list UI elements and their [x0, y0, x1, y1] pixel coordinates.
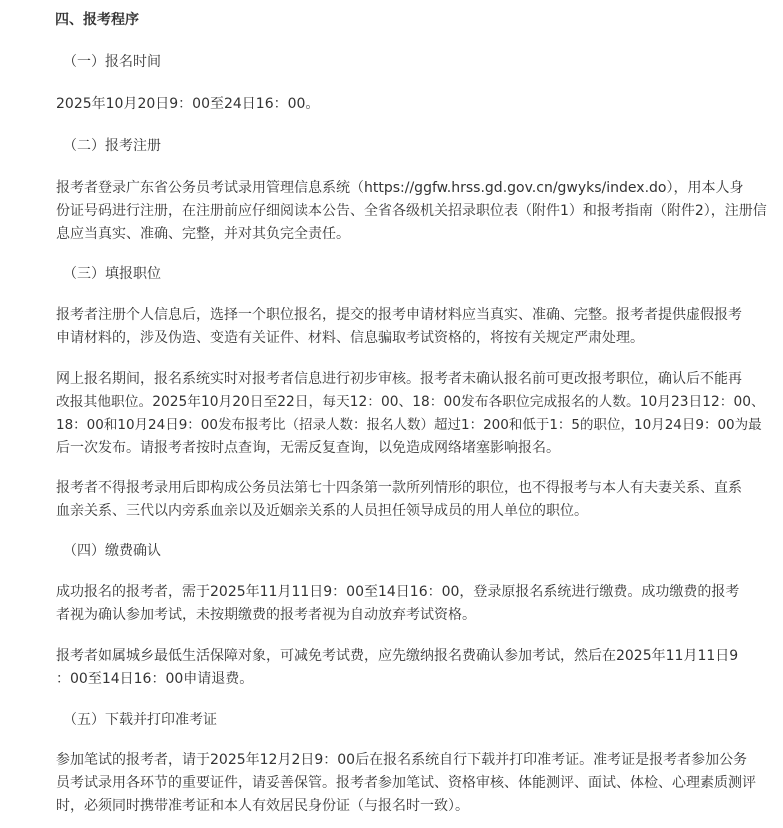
paragraph-line: 报考者注册个人信息后，选择一个职位报名，提交的报考申请材料应当真实、准确、完整。报考者提供虚假报考: [56, 307, 742, 323]
paragraph-line: 改报其他职位。2025年10月20日至22日，每天12：00、18：00发布各职位完成报名的人数。10月23日12：00、: [56, 394, 765, 410]
subsection-title-admission-ticket: （五）下载并打印准考证: [63, 712, 217, 728]
paragraph-line: ：00至14日16：00申请退费。: [56, 671, 254, 687]
subsection-title-position: （三）填报职位: [63, 266, 161, 282]
section-heading: 四、报考程序: [55, 12, 139, 28]
paragraph-line: 网上报名期间，报名系统实时对报考者信息进行初步审核。报考者未确认报名前可更改报考职位，确认后不能再: [56, 371, 742, 387]
paragraph-line: 血亲关系、三代以内旁系血亲以及近姻亲关系的人员担任领导成员的用人单位的职位。: [56, 503, 588, 519]
paragraph-line: 报考者如属城乡最低生活保障对象，可减免考试费，应先缴纳报名费确认参加考试，然后在2025年11月11日9: [56, 648, 739, 664]
paragraph-line: 份证号码进行注册，在注册前应仔细阅读本公告、全省各级机关招录职位表（附件1）和报考指南（附件2），注册信: [56, 203, 767, 219]
paragraph-line: 报考者不得报考录用后即构成公务员法第七十四条第一款所列情形的职位，也不得报考与本人有夫妻关系、直系: [56, 480, 742, 496]
paragraph-line: 时，必须同时携带准考证和本人有效居民身份证（与报名时一致）。: [56, 798, 469, 814]
paragraph-line: 申请材料的，涉及伪造、变造有关证件、材料、信息骗取考试资格的，将按有关规定严肃处理。: [56, 330, 644, 346]
paragraph-line: 后一次发布。请报考者按时点查询，无需反复查询，以免造成网络堵塞影响报名。: [56, 440, 560, 456]
paragraph-line: 18：00和10月24日9：00发布报考比（招录人数：报名人数）超过1：200和低于1：5的职位，10月24日9：00为最: [56, 417, 762, 433]
paragraph-line: 息应当真实、准确、完整，并对其负完全责任。: [56, 226, 350, 242]
paragraph-line: 成功报名的报考者，需于2025年11月11日9：00至14日16：00，登录原报名系统进行缴费。成功缴费的报考: [56, 584, 740, 600]
subsection-title-payment: （四）缴费确认: [63, 543, 161, 559]
paragraph-line: 员考试录用各环节的重要证件，请妥善保管。报考者参加笔试、资格审核、体能测评、面试、体检、心理素质测评: [56, 775, 756, 791]
subsection-title-registration: （二）报考注册: [63, 138, 161, 154]
paragraph-line: 2025年10月20日9：00至24日16：00。: [56, 96, 320, 112]
paragraph-line: 参加笔试的报考者，请于2025年12月2日9：00后在报名系统自行下载并打印准考证。准考证是报考者参加公务: [56, 752, 748, 768]
paragraph-line: 者视为确认参加考试，未按期缴费的报考者视为自动放弃考试资格。: [56, 607, 476, 623]
subsection-title-registration-time: （一）报名时间: [63, 54, 161, 70]
paragraph-line: 报考者登录广东省公务员考试录用管理信息系统（https://ggfw.hrss.gd.gov.cn/gwyks/index.do），用本人身: [56, 180, 744, 196]
